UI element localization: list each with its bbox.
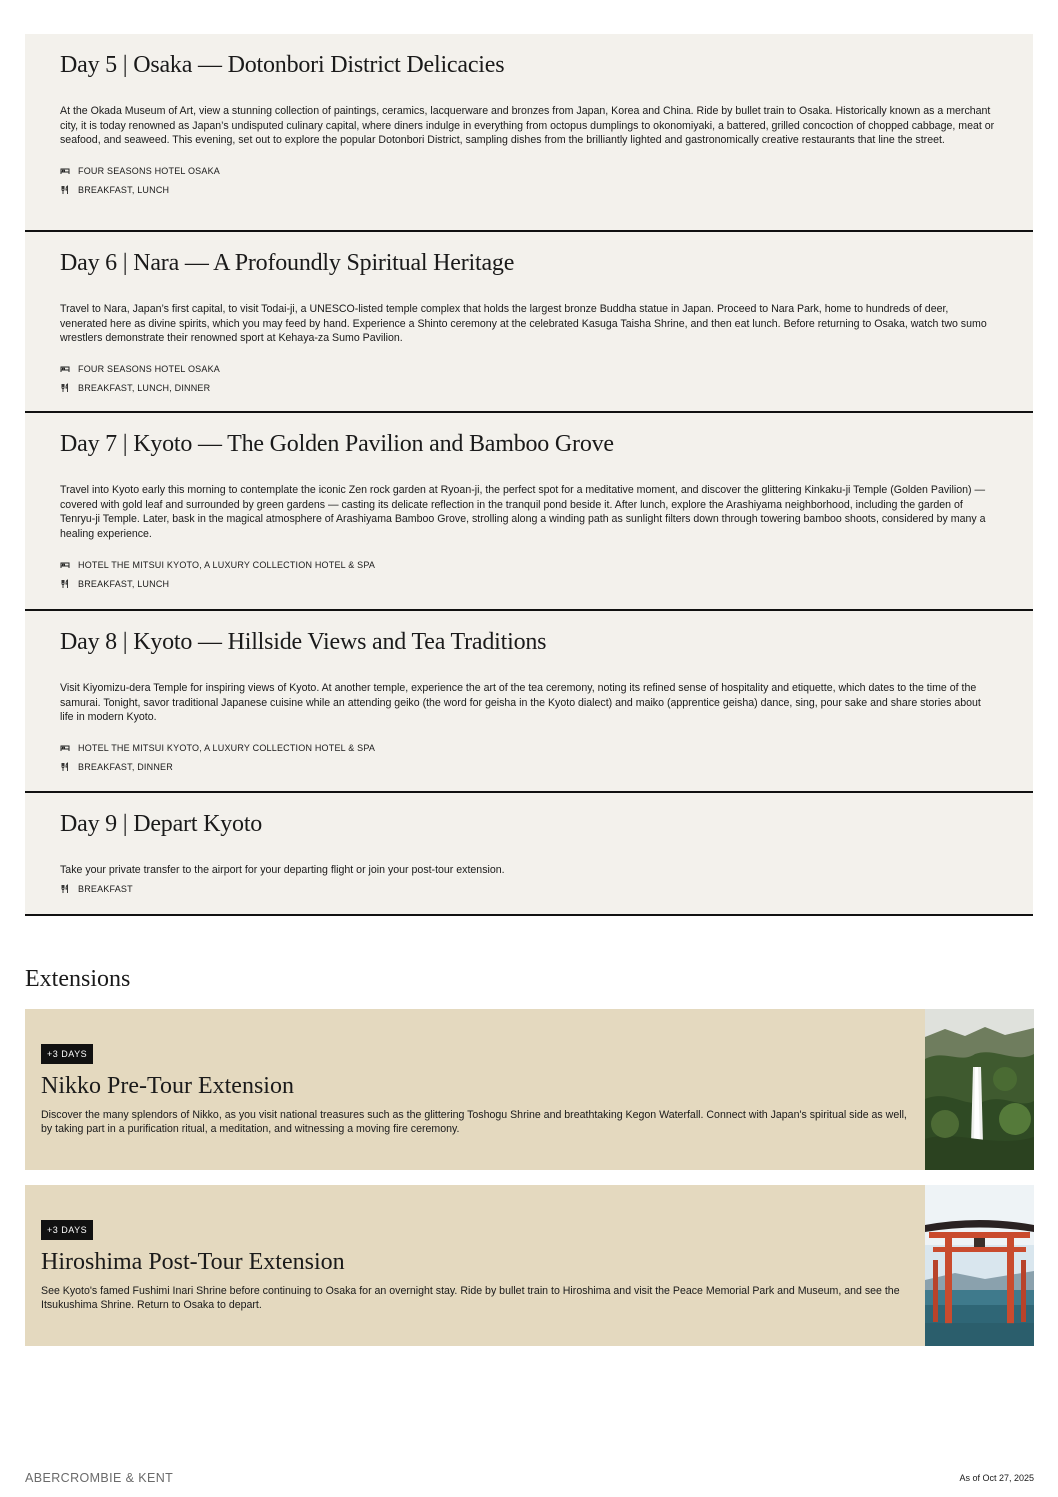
hotel-name: HOTEL THE MITSUI KYOTO, A LUXURY COLLECTION HOTEL & SPA <box>78 743 376 754</box>
torii-gate-photo <box>925 1185 1034 1346</box>
meals: BREAKFAST, LUNCH <box>78 185 170 196</box>
fork-knife-icon <box>60 884 70 894</box>
bed-icon <box>60 166 70 176</box>
bed-icon <box>60 560 70 570</box>
hotel-name: FOUR SEASONS HOTEL OSAKA <box>78 166 220 177</box>
day-title: Day 9 | Depart Kyoto <box>60 811 263 837</box>
day-title: Day 8 | Kyoto — Hillside Views and Tea Traditions <box>60 629 547 655</box>
day-description: Travel into Kyoto early this morning to contemplate the iconic Zen rock garden at Ryoan-ji, the perfect spot for a meditative moment, and discover the glittering Kinkaku-ji Temple (Golden Pavilion) — covered with gold leaf and surrounded by green gardens — casting its delicate reflection in the tranquil pond beside it. After lunch, explore the Arashiyama neighborhood, including the garden of Tenryu-ji Temple. Later, bask in the magical atmosphere of Arashiyama Bamboo Grove, strolling along a winding path as sunlight filters down through towering bamboo shoots, considered by many a healing experience. <box>60 484 986 540</box>
day-description: Take your private transfer to the airport for your departing flight or join your post-tour extension. <box>60 864 505 876</box>
meals: BREAKFAST, LUNCH <box>78 578 170 589</box>
extension-title[interactable]: Hiroshima Post-Tour Extension <box>41 1249 345 1275</box>
extension-description: See Kyoto's famed Fushimi Inari Shrine before continuing to Osaka for an overnight stay. Ride by bullet train to Hiroshima and visit the Peace Memorial Park and Museum, and see the Itsukushima Shrine. Return to Osaka to depart. <box>41 1285 900 1312</box>
meals-row <box>60 574 997 593</box>
hotel-row <box>60 360 997 379</box>
day-card-8 <box>25 611 1033 793</box>
extensions-heading: Extensions <box>25 966 131 992</box>
fork-knife-icon <box>60 383 70 393</box>
extension-card-hiroshima[interactable] <box>25 1185 1034 1346</box>
fork-knife-icon <box>60 579 70 589</box>
meals: BREAKFAST <box>78 884 133 895</box>
meals: BREAKFAST, DINNER <box>78 762 173 773</box>
day-description: Travel to Nara, Japan’s first capital, to visit Todai-ji, a UNESCO-listed temple complex that holds the largest bronze Buddha statue in Japan. Proceed to Nara Park, home to hundreds of deer, venerated here as divine spirits, which you may feed by hand. Experience a Shinto ceremony at the celebrated Kasuga Taisha Shrine, and then eat lunch. Before returning to Osaka, watch two sumo wrestlers demonstrate their renowned sport at Kehaya-za Sumo Pavilion. <box>60 303 987 345</box>
hotel-name: FOUR SEASONS HOTEL OSAKA <box>78 364 220 375</box>
as-of-date: As of Oct 27, 2025 <box>959 1473 1034 1483</box>
meals-row <box>60 379 997 398</box>
day-title: Day 7 | Kyoto — The Golden Pavilion and Bamboo Grove <box>60 431 614 457</box>
day-card-7 <box>25 413 1033 611</box>
hotel-row <box>60 162 997 181</box>
day-card-5 <box>25 34 1033 232</box>
meals: BREAKFAST, LUNCH, DINNER <box>78 383 211 394</box>
bed-icon <box>60 364 70 374</box>
hotel-name: HOTEL THE MITSUI KYOTO, A LUXURY COLLECTION HOTEL & SPA <box>78 559 376 570</box>
fork-knife-icon <box>60 762 70 772</box>
hotel-row <box>60 739 997 758</box>
day-title: Day 5 | Osaka — Dotonbori District Delicacies <box>60 52 505 78</box>
extension-title[interactable]: Nikko Pre-Tour Extension <box>41 1073 294 1099</box>
fork-knife-icon <box>60 185 70 195</box>
day-title: Day 6 | Nara — A Profoundly Spiritual Heritage <box>60 250 515 276</box>
duration-badge: +3 DAYS <box>41 1044 93 1064</box>
meals-row <box>60 880 997 899</box>
extension-card-nikko[interactable] <box>25 1009 1034 1170</box>
hotel-row <box>60 555 997 574</box>
meals-row <box>60 758 997 777</box>
day-description: At the Okada Museum of Art, view a stunning collection of paintings, ceramics, lacquerware and bronzes from Japan, Korea and China. Ride by bullet train to Osaka. Historically known as a merchant city, it is today renowned as Japan’s undisputed culinary capital, where diners indulge in everything from octopus dumplings to okonomiyaki, a battered, grilled concoction of chopped cabbage, meat or seafood, and seaweed. This evening, set out to explore the popular Dotonbori District, sampling dishes from the brilliantly lighted and gastronomically creative restaurants that line the street. <box>60 105 995 147</box>
meals-row <box>60 181 997 200</box>
duration-badge: +3 DAYS <box>41 1220 93 1240</box>
brand-logo: ABERCROMBIE & KENT <box>25 1471 174 1485</box>
bed-icon <box>60 743 70 753</box>
day-card-6 <box>25 232 1033 413</box>
day-card-9 <box>25 793 1033 916</box>
day-description: Visit Kiyomizu-dera Temple for inspiring views of Kyoto. At another temple, experience the art of the tea ceremony, noting its refined sense of hospitality and etiquette, which dates to the time of the samurai. Tonight, savor traditional Japanese cuisine while an attending geiko (the word for geisha in the Kyoto dialect) and maiko (apprentice geisha) dance, sing, pour sake and share stories about life in modern Kyoto. <box>60 682 981 724</box>
waterfall-photo <box>925 1009 1034 1170</box>
extension-description: Discover the many splendors of Nikko, as you visit national treasures such as the glittering Toshogu Shrine and breathtaking Kegon Waterfall. Connect with Japan's spiritual side as well, by taking part in a purification ritual, a meditation, and witnessing a moving fire ceremony. <box>41 1109 907 1136</box>
